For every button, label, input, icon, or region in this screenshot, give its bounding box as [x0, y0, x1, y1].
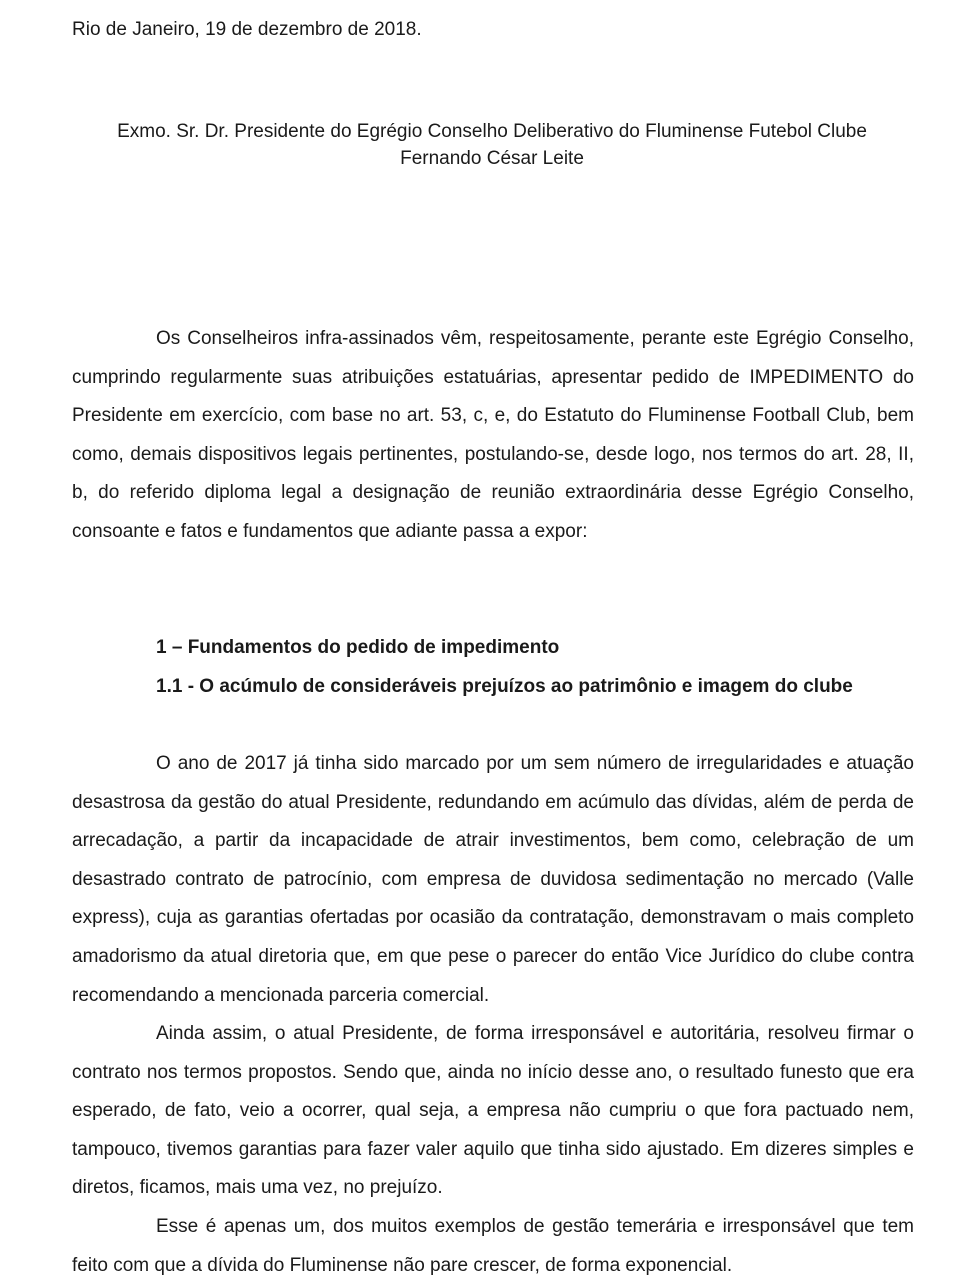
addressee-name: Fernando César Leite: [400, 148, 584, 169]
paragraph-2017: O ano de 2017 já tinha sido marcado por um sem número de irregularidades e atuação desastrosa da gestão do atual Presidente, redundando em acúmulo das dívidas, além de perda de arrecadação, a partir da incapacidade de atrair investimentos, bem como, celebração de um desastrado contrato de patrocínio, com empresa de duvidosa sedimentação no mercado (Valle express), cuja as garantias ofertadas por ocasião da contratação, demonstravam o mais completo amadorismo da atual diretoria que, em que pese o parecer do então Vice Jurídico do clube contra recomendando a mencionada parceria comercial.: [72, 753, 914, 1006]
addressee-block: [0, 118, 967, 172]
paragraph-request: Os Conselheiros infra-assinados vêm, respeitosamente, perante este Egrégio Conselho, cumprindo regularmente suas atribuições estatuárias, apresentar pedido de IMPEDIMENTO do Presidente em exercício, com base no art. 53, c, e, do Estatuto do Fluminense Football Club, bem como, demais dispositivos legais pertinentes, postulando-se, desde logo, nos termos do art. 28, II, b, do referido diploma legal a designação de reunião extraordinária desse Egrégio Conselho, consoante e fatos e fundamentos que adiante passa a expor:: [72, 328, 914, 542]
paragraph-debt: Esse é apenas um, dos muitos exemplos de gestão temerária e irresponsável que tem feito com que a dívida do Fluminense não pare crescer, de forma exponencial.: [72, 1216, 914, 1276]
subsection-heading: 1.1 - O acúmulo de consideráveis prejuízos ao patrimônio e imagem do clube: [156, 676, 853, 697]
addressee-title: Exmo. Sr. Dr. Presidente do Egrégio Conselho Deliberativo do Fluminense Futebol Clube: [117, 121, 867, 142]
paragraph-contract: Ainda assim, o atual Presidente, de forma irresponsável e autoritária, resolveu firmar o contrato nos termos propostos. Sendo que, ainda no início desse ano, o resultado funesto que era esperado, de fato, veio a ocorrer, qual seja, a empresa não cumpriu o que fora pactuado nem, tampouco, tivemos garantias para fazer valer aquilo que tinha sido ajustado. Em dizeres simples e diretos, ficamos, mais uma vez, no prejuízo.: [72, 1023, 914, 1199]
date-line: Rio de Janeiro, 19 de dezembro de 2018.: [72, 19, 422, 40]
section-heading: 1 – Fundamentos do pedido de impedimento: [156, 637, 560, 658]
